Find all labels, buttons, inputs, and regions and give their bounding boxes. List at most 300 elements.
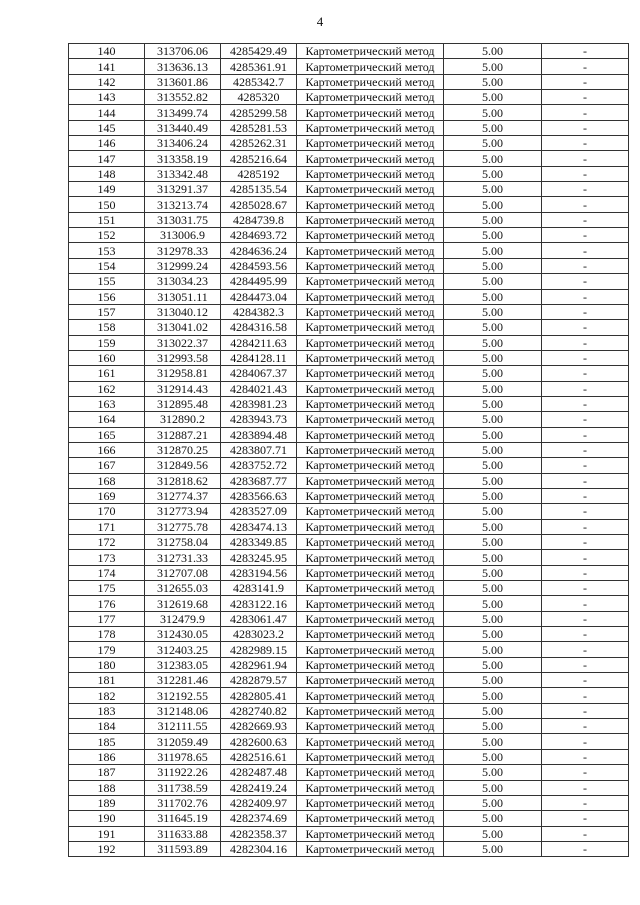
y-coordinate-cell: 4282409.97: [221, 795, 297, 810]
accuracy-cell: 5.00: [444, 581, 542, 596]
accuracy-cell: 5.00: [444, 381, 542, 396]
table-row: [69, 335, 629, 350]
accuracy-cell: 5.00: [444, 258, 542, 273]
table-row: [69, 749, 629, 764]
method-cell: Картометрический метод: [297, 504, 444, 519]
method-cell: Картометрический метод: [297, 136, 444, 151]
accuracy-cell: 5.00: [444, 427, 542, 442]
method-cell: Картометрический метод: [297, 74, 444, 89]
note-cell: -: [542, 166, 629, 181]
point-number-cell: 164: [69, 412, 145, 427]
point-number-cell: 183: [69, 703, 145, 718]
y-coordinate-cell: 4283023.2: [221, 627, 297, 642]
y-coordinate-cell: 4282879.57: [221, 673, 297, 688]
note-cell: -: [542, 412, 629, 427]
y-coordinate-cell: 4284473.04: [221, 289, 297, 304]
note-cell: -: [542, 596, 629, 611]
point-number-cell: 159: [69, 335, 145, 350]
note-cell: -: [542, 366, 629, 381]
x-coordinate-cell: 313213.74: [145, 197, 221, 212]
y-coordinate-cell: 4283141.9: [221, 581, 297, 596]
table-row: [69, 719, 629, 734]
table-row: [69, 212, 629, 227]
accuracy-cell: 5.00: [444, 488, 542, 503]
y-coordinate-cell: 4282669.93: [221, 719, 297, 734]
note-cell: -: [542, 780, 629, 795]
method-cell: Картометрический метод: [297, 427, 444, 442]
y-coordinate-cell: 4282304.16: [221, 841, 297, 856]
x-coordinate-cell: 313358.19: [145, 151, 221, 166]
accuracy-cell: 5.00: [444, 765, 542, 780]
x-coordinate-cell: 311645.19: [145, 811, 221, 826]
note-cell: -: [542, 719, 629, 734]
note-cell: -: [542, 642, 629, 657]
accuracy-cell: 5.00: [444, 688, 542, 703]
note-cell: -: [542, 749, 629, 764]
method-cell: Картометрический метод: [297, 473, 444, 488]
note-cell: -: [542, 765, 629, 780]
accuracy-cell: 5.00: [444, 212, 542, 227]
point-number-cell: 170: [69, 504, 145, 519]
y-coordinate-cell: 4284693.72: [221, 228, 297, 243]
x-coordinate-cell: 313499.74: [145, 105, 221, 120]
note-cell: -: [542, 274, 629, 289]
accuracy-cell: 5.00: [444, 749, 542, 764]
method-cell: Картометрический метод: [297, 826, 444, 841]
method-cell: Картометрический метод: [297, 703, 444, 718]
method-cell: Картометрический метод: [297, 642, 444, 657]
accuracy-cell: 5.00: [444, 320, 542, 335]
y-coordinate-cell: 4284382.3: [221, 304, 297, 319]
table-row: [69, 596, 629, 611]
note-cell: -: [542, 519, 629, 534]
note-cell: -: [542, 795, 629, 810]
accuracy-cell: 5.00: [444, 642, 542, 657]
note-cell: -: [542, 581, 629, 596]
method-cell: Картометрический метод: [297, 350, 444, 365]
x-coordinate-cell: 312890.2: [145, 412, 221, 427]
y-coordinate-cell: 4284316.58: [221, 320, 297, 335]
x-coordinate-cell: 313291.37: [145, 182, 221, 197]
point-number-cell: 172: [69, 535, 145, 550]
x-coordinate-cell: 312148.06: [145, 703, 221, 718]
y-coordinate-cell: 4284211.63: [221, 335, 297, 350]
method-cell: Картометрический метод: [297, 366, 444, 381]
table-row: [69, 473, 629, 488]
note-cell: -: [542, 442, 629, 457]
x-coordinate-cell: 312479.9: [145, 611, 221, 626]
table-row: [69, 688, 629, 703]
note-cell: -: [542, 136, 629, 151]
point-number-cell: 168: [69, 473, 145, 488]
x-coordinate-cell: 311633.88: [145, 826, 221, 841]
table-row: [69, 289, 629, 304]
y-coordinate-cell: 4285299.58: [221, 105, 297, 120]
x-coordinate-cell: 313406.24: [145, 136, 221, 151]
point-number-cell: 149: [69, 182, 145, 197]
accuracy-cell: 5.00: [444, 504, 542, 519]
x-coordinate-cell: 311978.65: [145, 749, 221, 764]
y-coordinate-cell: 4282805.41: [221, 688, 297, 703]
method-cell: Картометрический метод: [297, 243, 444, 258]
method-cell: Картометрический метод: [297, 841, 444, 856]
accuracy-cell: 5.00: [444, 565, 542, 580]
page-number: 4: [316, 14, 324, 29]
point-number-cell: 190: [69, 811, 145, 826]
y-coordinate-cell: 4282989.15: [221, 642, 297, 657]
accuracy-cell: 5.00: [444, 366, 542, 381]
accuracy-cell: 5.00: [444, 780, 542, 795]
table-row: [69, 642, 629, 657]
accuracy-cell: 5.00: [444, 703, 542, 718]
accuracy-cell: 5.00: [444, 795, 542, 810]
note-cell: -: [542, 688, 629, 703]
note-cell: -: [542, 611, 629, 626]
accuracy-cell: 5.00: [444, 611, 542, 626]
table-row: [69, 811, 629, 826]
point-number-cell: 150: [69, 197, 145, 212]
table-row: [69, 59, 629, 74]
table-row: [69, 442, 629, 457]
table-row: [69, 274, 629, 289]
table-row: [69, 182, 629, 197]
accuracy-cell: 5.00: [444, 243, 542, 258]
accuracy-cell: 5.00: [444, 74, 542, 89]
note-cell: -: [542, 243, 629, 258]
x-coordinate-cell: 312111.55: [145, 719, 221, 734]
method-cell: Картометрический метод: [297, 289, 444, 304]
x-coordinate-cell: 313601.86: [145, 74, 221, 89]
point-number-cell: 175: [69, 581, 145, 596]
note-cell: -: [542, 151, 629, 166]
accuracy-cell: 5.00: [444, 136, 542, 151]
table-row: [69, 657, 629, 672]
method-cell: Картометрический метод: [297, 90, 444, 105]
point-number-cell: 182: [69, 688, 145, 703]
accuracy-cell: 5.00: [444, 719, 542, 734]
x-coordinate-cell: 312619.68: [145, 596, 221, 611]
y-coordinate-cell: 4283061.47: [221, 611, 297, 626]
note-cell: -: [542, 182, 629, 197]
method-cell: Картометрический метод: [297, 780, 444, 795]
note-cell: -: [542, 488, 629, 503]
x-coordinate-cell: 313031.75: [145, 212, 221, 227]
note-cell: -: [542, 458, 629, 473]
point-number-cell: 162: [69, 381, 145, 396]
y-coordinate-cell: 4282600.63: [221, 734, 297, 749]
method-cell: Картометрический метод: [297, 166, 444, 181]
point-number-cell: 146: [69, 136, 145, 151]
x-coordinate-cell: 311702.76: [145, 795, 221, 810]
y-coordinate-cell: 4283474.13: [221, 519, 297, 534]
note-cell: -: [542, 381, 629, 396]
accuracy-cell: 5.00: [444, 550, 542, 565]
method-cell: Картометрический метод: [297, 673, 444, 688]
accuracy-cell: 5.00: [444, 197, 542, 212]
accuracy-cell: 5.00: [444, 90, 542, 105]
method-cell: Картометрический метод: [297, 581, 444, 596]
method-cell: Картометрический метод: [297, 412, 444, 427]
y-coordinate-cell: 4285192: [221, 166, 297, 181]
y-coordinate-cell: 4282487.48: [221, 765, 297, 780]
y-coordinate-cell: 4283807.71: [221, 442, 297, 457]
x-coordinate-cell: 312887.21: [145, 427, 221, 442]
x-coordinate-cell: 312773.94: [145, 504, 221, 519]
y-coordinate-cell: 4283566.63: [221, 488, 297, 503]
y-coordinate-cell: 4284593.56: [221, 258, 297, 273]
point-number-cell: 141: [69, 59, 145, 74]
note-cell: -: [542, 258, 629, 273]
y-coordinate-cell: 4284067.37: [221, 366, 297, 381]
y-coordinate-cell: 4282740.82: [221, 703, 297, 718]
x-coordinate-cell: 312958.81: [145, 366, 221, 381]
note-cell: -: [542, 673, 629, 688]
point-number-cell: 187: [69, 765, 145, 780]
accuracy-cell: 5.00: [444, 826, 542, 841]
accuracy-cell: 5.00: [444, 673, 542, 688]
point-number-cell: 157: [69, 304, 145, 319]
point-number-cell: 186: [69, 749, 145, 764]
accuracy-cell: 5.00: [444, 473, 542, 488]
table-row: [69, 304, 629, 319]
x-coordinate-cell: 313041.02: [145, 320, 221, 335]
table-row: [69, 841, 629, 856]
method-cell: Картометрический метод: [297, 59, 444, 74]
accuracy-cell: 5.00: [444, 166, 542, 181]
y-coordinate-cell: 4284021.43: [221, 381, 297, 396]
method-cell: Картометрический метод: [297, 734, 444, 749]
y-coordinate-cell: 4285342.7: [221, 74, 297, 89]
y-coordinate-cell: 4283245.95: [221, 550, 297, 565]
x-coordinate-cell: 313034.23: [145, 274, 221, 289]
table-row: [69, 120, 629, 135]
table-row: [69, 90, 629, 105]
method-cell: Картометрический метод: [297, 320, 444, 335]
x-coordinate-cell: 312655.03: [145, 581, 221, 596]
x-coordinate-cell: 312978.33: [145, 243, 221, 258]
accuracy-cell: 5.00: [444, 120, 542, 135]
note-cell: -: [542, 90, 629, 105]
x-coordinate-cell: 313440.49: [145, 120, 221, 135]
note-cell: -: [542, 44, 629, 59]
table-row: [69, 795, 629, 810]
note-cell: -: [542, 627, 629, 642]
note-cell: -: [542, 350, 629, 365]
method-cell: Картометрический метод: [297, 749, 444, 764]
table-row: [69, 765, 629, 780]
y-coordinate-cell: 4284495.99: [221, 274, 297, 289]
method-cell: Картометрический метод: [297, 811, 444, 826]
y-coordinate-cell: 4283981.23: [221, 396, 297, 411]
x-coordinate-cell: 312403.25: [145, 642, 221, 657]
accuracy-cell: 5.00: [444, 151, 542, 166]
x-coordinate-cell: 312281.46: [145, 673, 221, 688]
y-coordinate-cell: 4284128.11: [221, 350, 297, 365]
method-cell: Картометрический метод: [297, 151, 444, 166]
note-cell: -: [542, 228, 629, 243]
table-row: [69, 412, 629, 427]
y-coordinate-cell: 4284739.8: [221, 212, 297, 227]
note-cell: -: [542, 289, 629, 304]
table-row: [69, 243, 629, 258]
method-cell: Картометрический метод: [297, 304, 444, 319]
table-row: [69, 535, 629, 550]
method-cell: Картометрический метод: [297, 596, 444, 611]
x-coordinate-cell: 311593.89: [145, 841, 221, 856]
table-row: [69, 258, 629, 273]
x-coordinate-cell: 313051.11: [145, 289, 221, 304]
x-coordinate-cell: 312849.56: [145, 458, 221, 473]
method-cell: Картометрический метод: [297, 719, 444, 734]
x-coordinate-cell: 312818.62: [145, 473, 221, 488]
y-coordinate-cell: 4283943.73: [221, 412, 297, 427]
table-row: [69, 734, 629, 749]
note-cell: -: [542, 841, 629, 856]
point-number-cell: 145: [69, 120, 145, 135]
accuracy-cell: 5.00: [444, 289, 542, 304]
table-row: [69, 166, 629, 181]
method-cell: Картометрический метод: [297, 765, 444, 780]
point-number-cell: 185: [69, 734, 145, 749]
note-cell: -: [542, 120, 629, 135]
x-coordinate-cell: 312707.08: [145, 565, 221, 580]
method-cell: Картометрический метод: [297, 182, 444, 197]
table-row: [69, 488, 629, 503]
table-row: [69, 320, 629, 335]
y-coordinate-cell: 4285361.91: [221, 59, 297, 74]
y-coordinate-cell: 4282419.24: [221, 780, 297, 795]
table-row: [69, 44, 629, 59]
table-row: [69, 550, 629, 565]
note-cell: -: [542, 74, 629, 89]
x-coordinate-cell: 313636.13: [145, 59, 221, 74]
method-cell: Картометрический метод: [297, 795, 444, 810]
accuracy-cell: 5.00: [444, 442, 542, 457]
method-cell: Картометрический метод: [297, 688, 444, 703]
method-cell: Картометрический метод: [297, 274, 444, 289]
note-cell: -: [542, 535, 629, 550]
table-row: [69, 519, 629, 534]
point-number-cell: 161: [69, 366, 145, 381]
accuracy-cell: 5.00: [444, 228, 542, 243]
accuracy-cell: 5.00: [444, 627, 542, 642]
method-cell: Картометрический метод: [297, 519, 444, 534]
point-number-cell: 166: [69, 442, 145, 457]
table-row: [69, 197, 629, 212]
table-row: [69, 136, 629, 151]
x-coordinate-cell: 312993.58: [145, 350, 221, 365]
accuracy-cell: 5.00: [444, 519, 542, 534]
accuracy-cell: 5.00: [444, 412, 542, 427]
point-number-cell: 184: [69, 719, 145, 734]
note-cell: -: [542, 304, 629, 319]
note-cell: -: [542, 565, 629, 580]
x-coordinate-cell: 312731.33: [145, 550, 221, 565]
accuracy-cell: 5.00: [444, 304, 542, 319]
method-cell: Картометрический метод: [297, 657, 444, 672]
x-coordinate-cell: 312999.24: [145, 258, 221, 273]
point-number-cell: 169: [69, 488, 145, 503]
method-cell: Картометрический метод: [297, 44, 444, 59]
point-number-cell: 167: [69, 458, 145, 473]
table-row: [69, 151, 629, 166]
method-cell: Картометрический метод: [297, 258, 444, 273]
point-number-cell: 142: [69, 74, 145, 89]
point-number-cell: 158: [69, 320, 145, 335]
x-coordinate-cell: 313552.82: [145, 90, 221, 105]
point-number-cell: 191: [69, 826, 145, 841]
y-coordinate-cell: 4283349.85: [221, 535, 297, 550]
note-cell: -: [542, 504, 629, 519]
point-number-cell: 156: [69, 289, 145, 304]
accuracy-cell: 5.00: [444, 596, 542, 611]
accuracy-cell: 5.00: [444, 458, 542, 473]
accuracy-cell: 5.00: [444, 535, 542, 550]
table-row: [69, 427, 629, 442]
point-number-cell: 171: [69, 519, 145, 534]
note-cell: -: [542, 320, 629, 335]
y-coordinate-cell: 4285216.64: [221, 151, 297, 166]
x-coordinate-cell: 312383.05: [145, 657, 221, 672]
point-number-cell: 179: [69, 642, 145, 657]
note-cell: -: [542, 473, 629, 488]
y-coordinate-cell: 4282358.37: [221, 826, 297, 841]
table-row: [69, 228, 629, 243]
method-cell: Картометрический метод: [297, 442, 444, 457]
method-cell: Картометрический метод: [297, 565, 444, 580]
point-number-cell: 153: [69, 243, 145, 258]
point-number-cell: 144: [69, 105, 145, 120]
x-coordinate-cell: 313022.37: [145, 335, 221, 350]
y-coordinate-cell: 4283194.56: [221, 565, 297, 580]
y-coordinate-cell: 4285262.31: [221, 136, 297, 151]
x-coordinate-cell: 312895.48: [145, 396, 221, 411]
point-number-cell: 140: [69, 44, 145, 59]
x-coordinate-cell: 312430.05: [145, 627, 221, 642]
x-coordinate-cell: 312914.43: [145, 381, 221, 396]
x-coordinate-cell: 313342.48: [145, 166, 221, 181]
x-coordinate-cell: 312774.37: [145, 488, 221, 503]
method-cell: Картометрический метод: [297, 120, 444, 135]
point-number-cell: 192: [69, 841, 145, 856]
coordinates-table: [68, 43, 629, 857]
y-coordinate-cell: 4282961.94: [221, 657, 297, 672]
note-cell: -: [542, 396, 629, 411]
method-cell: Картометрический метод: [297, 535, 444, 550]
y-coordinate-cell: 4285281.53: [221, 120, 297, 135]
coordinates-table-body: [69, 44, 629, 857]
note-cell: -: [542, 734, 629, 749]
point-number-cell: 173: [69, 550, 145, 565]
point-number-cell: 174: [69, 565, 145, 580]
y-coordinate-cell: 4285320: [221, 90, 297, 105]
method-cell: Картометрический метод: [297, 550, 444, 565]
x-coordinate-cell: 312059.49: [145, 734, 221, 749]
point-number-cell: 189: [69, 795, 145, 810]
y-coordinate-cell: 4283122.16: [221, 596, 297, 611]
table-row: [69, 105, 629, 120]
y-coordinate-cell: 4283752.72: [221, 458, 297, 473]
note-cell: -: [542, 427, 629, 442]
point-number-cell: 151: [69, 212, 145, 227]
point-number-cell: 148: [69, 166, 145, 181]
x-coordinate-cell: 312775.78: [145, 519, 221, 534]
accuracy-cell: 5.00: [444, 396, 542, 411]
table-row: [69, 826, 629, 841]
accuracy-cell: 5.00: [444, 274, 542, 289]
accuracy-cell: 5.00: [444, 335, 542, 350]
table-row: [69, 611, 629, 626]
